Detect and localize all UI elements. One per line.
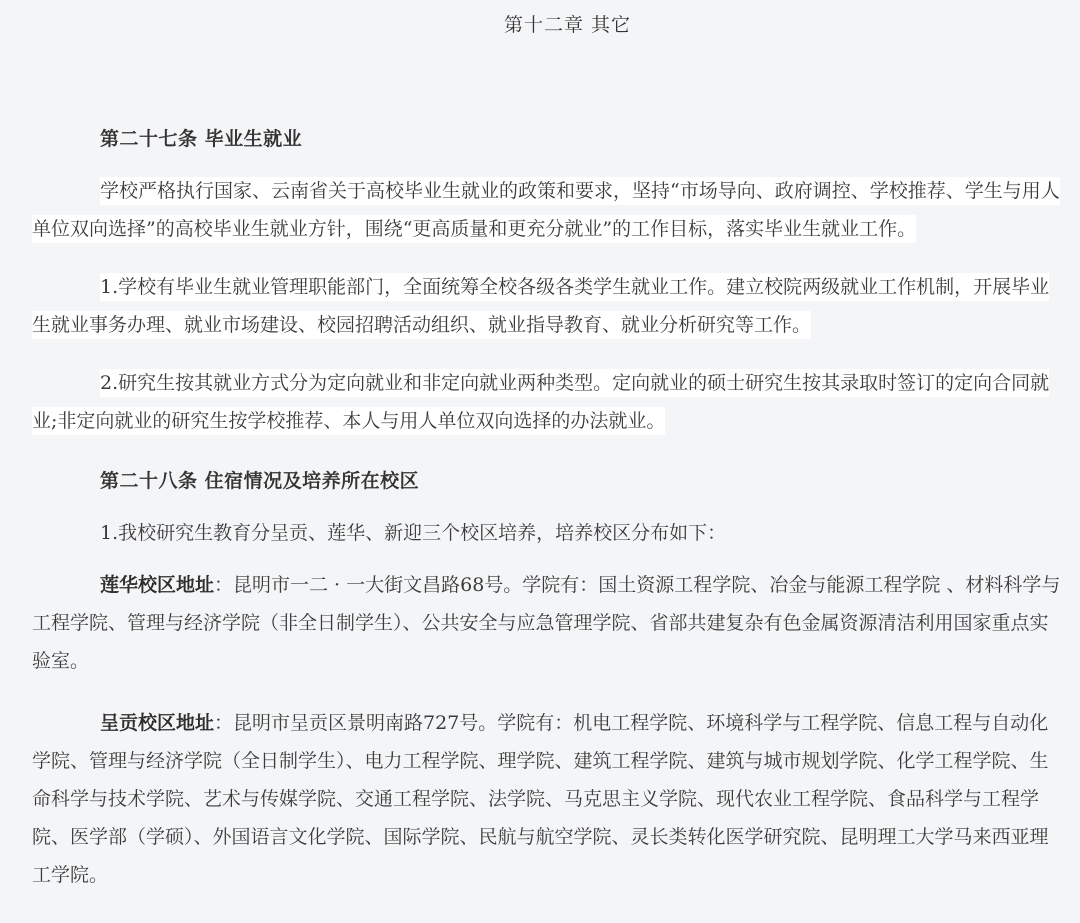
article-28-item-1: 1.我校研究生教育分呈贡、莲华、新迎三个校区培养，培养校区分布如下： xyxy=(100,522,727,544)
chenggong-campus-label: 呈贡校区地址 xyxy=(100,712,215,734)
article-27-heading: 第二十七条 毕业生就业 xyxy=(100,128,303,150)
chenggong-campus-text: ：昆明市呈贡区景明南路727号。学院有：机电工程学院、环境科学与工程学院、信息工程与自动化学院、管理与经济学院（全日制学生）、电力工程学院、理学院、建筑工程学院、建筑与城市规划学院、化学工程学院、生命科学与技术学院、艺术与传媒学院、交通工程学院、法学院、马克思主义学院、现代农业工程学院、食品科学与工程学院、医学部（学硕）、外国语言文化学院、国际学院、民航与航空学院、灵长类转化医学研究院、昆明理工大学马来西亚理工学院。 xyxy=(32,712,1049,886)
lianhua-campus-paragraph xyxy=(32,566,1062,680)
article-27-paragraph xyxy=(32,172,1062,248)
article-27-item-2 xyxy=(32,364,1062,440)
article-27-item-1-text: 1.学校有毕业生就业管理职能部门，全面统筹全校各级各类学生就业工作。建立校院两级就业工作机制，开展毕业生就业事务办理、就业市场建设、校园招聘活动组织、就业指导教育、就业分析研究等工作。 xyxy=(32,273,1049,339)
article-28-heading: 第二十八条 住宿情况及培养所在校区 xyxy=(100,470,420,492)
chapter-title: 第十二章 其它 xyxy=(503,14,632,36)
article-27-paragraph-text: 学校严格执行国家、云南省关于高校毕业生就业的政策和要求，坚持“市场导向、政府调控、学校推荐、学生与用人单位双向选择”的高校毕业生就业方针，围绕“更高质量和更充分就业”的工作目标，落实毕业生就业工作。 xyxy=(32,177,1060,243)
article-27-item-1 xyxy=(32,268,1062,344)
chenggong-campus-paragraph xyxy=(32,704,1062,894)
lianhua-campus-label: 莲华校区地址 xyxy=(100,574,215,596)
article-27-item-2-text: 2.研究生按其就业方式分为定向就业和非定向就业两种类型。定向就业的硕士研究生按其录取时签订的定向合同就业;非定向就业的研究生按学校推荐、本人与用人单位双向选择的办法就业。 xyxy=(32,369,1049,435)
lianhua-campus-text: ：昆明市一二 · 一大街文昌路68号。学院有：国土资源工程学院、冶金与能源工程学院 、材料科学与工程学院、管理与经济学院（非全日制学生）、公共安全与应急管理学院、省部共建复杂有色金属资源清洁利用国家重点实验室。 xyxy=(32,574,1061,672)
